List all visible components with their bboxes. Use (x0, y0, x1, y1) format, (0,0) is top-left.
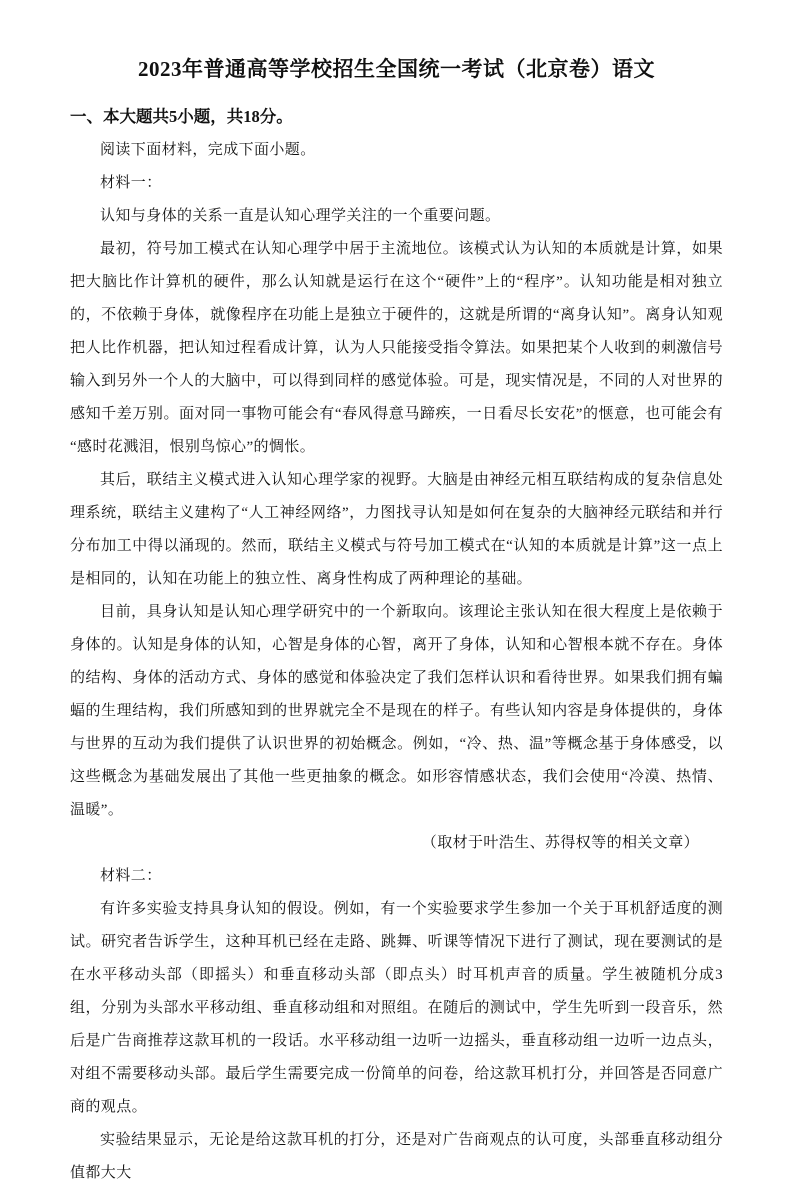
material-one-paragraph-1: 最初，符号加工模式在认知心理学中居于主流地位。该模式认为认知的本质就是计算，如果把大脑比作计算机的硬件，那么认知就是运行在这个“硬件”上的“程序”。认知功能是相对独立的，不依赖于身体，就像程序在功能上是独立于硬件的，这就是所谓的“离身认知”。离身认知观把人比作机器，把认知过程看成计算，认为人只能接受指令算法。如果把某个人收到的刺激信号输入到另外一个人的大脑中，可以得到同样的感觉体验。可是，现实情况是，不同的人对世界的感知千差万别。面对同一事物可能会有“春风得意马蹄疾，一日看尽长安花”的惬意，也可能会有“感时花溅泪，恨别鸟惊心”的惆怅。 (70, 241, 723, 455)
source-attribution: （取材于叶浩生、苏得权等的相关文章） (421, 835, 699, 851)
material-two-paragraph-2: 实验结果显示，无论是给这款耳机的打分，还是对广告商观点的认可度，头部垂直移动组分值都大大 (70, 1132, 723, 1181)
material-one-paragraph-3: 目前，具身认知是认知心理学研究中的一个新取向。该理论主张认知在很大程度上是依赖于身体的。认知是身体的认知，心智是身体的心智，离开了身体，认知和心智根本就不存在。身体的结构、身体的活动方式、身体的感觉和体验决定了我们怎样认识和看待世界。如果我们拥有蝙蝠的生理结构，我们所感知到的世界就完全不是现在的样子。有些认知内容是身体提供的，身体与世界的互动为我们提供了认识世界的初始概念。例如，“冷、热、温”等概念基于身体感受，以这些概念为基础发展出了其他一些更抽象的概念。如形容情感状态，我们会使用“冷漠、热情、温暖”。 (70, 604, 723, 818)
material-one-intro-paragraph: 认知与身体的关系一直是认知心理学关注的一个重要问题。 (100, 208, 501, 224)
section-heading: 一、本大题共5小题，共18分。 (70, 107, 293, 126)
material-one-label: 材料一： (100, 175, 162, 191)
material-one-paragraph-2: 其后，联结主义模式进入认知心理学家的视野。大脑是由神经元相互联结构成的复杂信息处理系统，联结主义建构了“人工神经网络”，力图找寻认知是如何在复杂的大脑神经元联结和并行分布加工中得以涌现的。然而，联结主义模式与符号加工模式在“认知的本质就是计算”这一点上是相同的，认知在功能上的独立性、离身性构成了两种理论的基础。 (70, 472, 723, 587)
instruction-paragraph: 阅读下面材料，完成下面小题。 (100, 142, 316, 158)
document-title: 2023年普通高等学校招生全国统一考试（北京卷）语文 (138, 57, 655, 81)
material-two-paragraph-1: 有许多实验支持具身认知的假设。例如，有一个实验要求学生参加一个关于耳机舒适度的测试。研究者告诉学生，这种耳机已经在走路、跳舞、听课等情况下进行了测试，现在要测试的是在水平移动头部（即摇头）和垂直移动头部（即点头）时耳机声音的质量。学生被随机分成3组，分别为头部水平移动组、垂直移动组和对照组。在随后的测试中，学生先听到一段音乐，然后是广告商推荐这款耳机的一段话。水平移动组一边听一边摇头，垂直移动组一边听一边点头，对组不需要移动头部。最后学生需要完成一份简单的问卷，给这款耳机打分，并回答是否同意广商的观点。 (70, 901, 723, 1115)
material-two-label: 材料二： (100, 868, 162, 884)
